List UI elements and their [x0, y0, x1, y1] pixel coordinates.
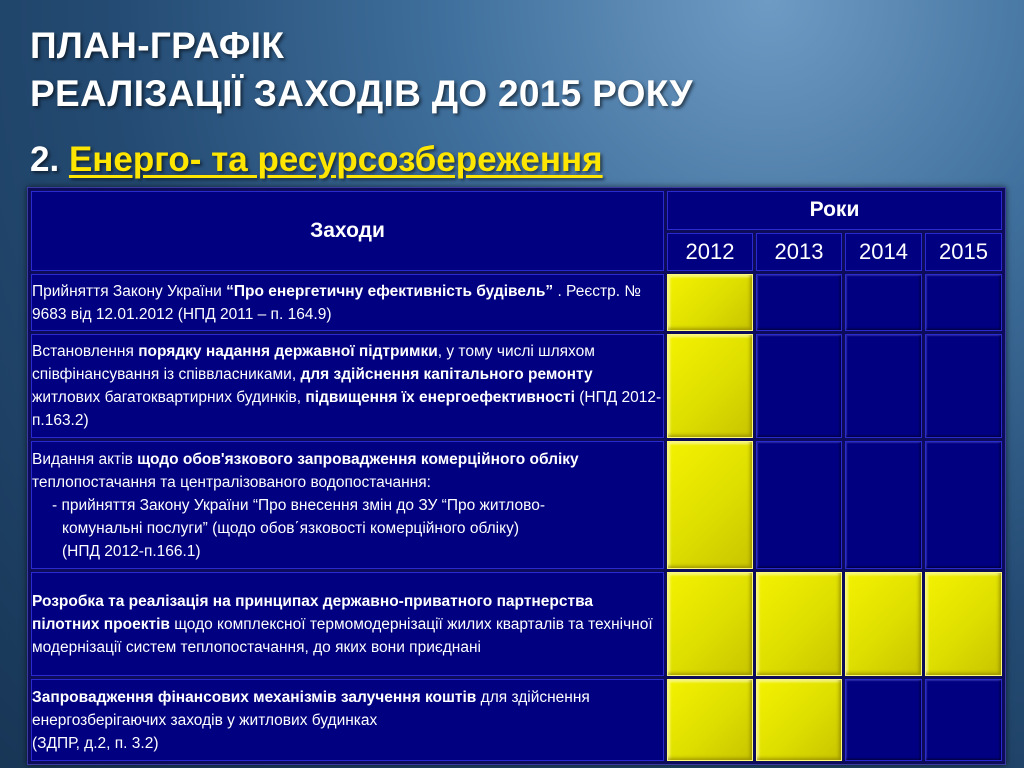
- measure-text: для здійснення енергозберігаючих заходів у житлових будинках: [32, 688, 590, 729]
- measure-text: Прийняття Закону України: [32, 282, 227, 300]
- year-cell-2012: [667, 274, 753, 331]
- measure-text: теплопостачання та централізованого водопостачання:: [32, 473, 431, 491]
- year-cell-2012: [667, 334, 753, 438]
- year-cell-2015: [925, 441, 1002, 569]
- year-cell-2015: [925, 679, 1002, 761]
- slide-title: [30, 22, 693, 118]
- measure-text-bold: для здійснення капітального ремонту: [300, 366, 593, 383]
- year-header-2013: 2013: [756, 233, 842, 272]
- measure-description: [31, 274, 664, 331]
- measure-text: Видання актів: [32, 450, 138, 468]
- header-measures: Заходи: [31, 191, 664, 271]
- title-line-2: РЕАЛІЗАЦІЇ ЗАХОДІВ ДО 2015 РОКУ: [30, 73, 693, 114]
- measure-text-bold: щодо обов'язкового запровадження комерційного обліку: [137, 450, 579, 468]
- measure-text: житлових багатоквартирних будинків,: [32, 389, 306, 406]
- header-years: Роки: [667, 191, 1002, 230]
- measure-text: , у тому числі шляхом співфінансування із співвласниками,: [32, 343, 595, 383]
- year-cell-2014: [845, 334, 922, 438]
- year-cell-2015: [925, 274, 1002, 331]
- year-cell-2013: [756, 334, 842, 438]
- year-cell-2015: [925, 334, 1002, 438]
- section-number: 2.: [30, 140, 60, 179]
- measure-text: Встановлення: [32, 343, 139, 360]
- table-row: [31, 572, 1002, 676]
- title-line-1: ПЛАН-ГРАФІК: [30, 25, 285, 66]
- measure-text: . Реєстр. № 9683 від 12.01.2012 (НПД 2011 – п. 164.9): [32, 282, 641, 323]
- measure-text: (ЗДПР, д.2, п. 3.2): [32, 734, 159, 752]
- year-cell-2013: [756, 274, 842, 331]
- year-cell-2014: [845, 679, 922, 761]
- measure-subitem: (НПД 2012-п.166.1): [62, 542, 201, 560]
- measure-description: [31, 679, 664, 761]
- table-row: [31, 679, 1002, 761]
- section-heading: [30, 138, 603, 182]
- table-row: [31, 274, 1002, 331]
- table-header-row: [31, 191, 1002, 230]
- year-header-2014: 2014: [845, 233, 922, 272]
- year-cell-2012: [667, 572, 753, 676]
- measure-text-bold: порядку надання державної підтримки: [138, 343, 438, 360]
- measure-subitem: комунальні послуги” (щодо обов΄язковості комерційного обліку): [62, 519, 519, 537]
- measure-text: (НПД 2012-п.163.2): [32, 389, 662, 429]
- measure-text: щодо комплексної термомодернізації жилих кварталів та технічної модернізації систем теплопостачання, до яких вони приєднані: [32, 615, 653, 656]
- year-cell-2014: [845, 441, 922, 569]
- year-cell-2012: [667, 679, 753, 761]
- measure-description: [31, 334, 664, 438]
- measure-subitem: - прийняття Закону України “Про внесення змін до ЗУ “Про житлово-: [52, 496, 545, 514]
- measure-text-bold: підвищення їх енергоефективності: [305, 389, 575, 406]
- year-cell-2013: [756, 679, 842, 761]
- year-cell-2015: [925, 572, 1002, 676]
- year-header-2015: 2015: [925, 233, 1002, 272]
- measure-text-bold: Запровадження фінансових механізмів залучення коштів: [32, 688, 477, 706]
- section-title: Енерго- та ресурсозбереження: [68, 140, 603, 179]
- year-cell-2013: [756, 572, 842, 676]
- measure-text-bold: Розробка та реалізація на принципах державно-приватного партнерства пілотних проектів: [32, 592, 594, 633]
- measure-description: [31, 572, 664, 676]
- measure-description: [31, 441, 664, 569]
- measure-text-bold: “Про енергетичну ефективність будівель”: [226, 282, 554, 300]
- year-cell-2014: [845, 274, 922, 331]
- year-cell-2014: [845, 572, 922, 676]
- table-row: [31, 334, 1002, 438]
- year-header-2012: 2012: [667, 233, 753, 272]
- year-cell-2013: [756, 441, 842, 569]
- year-cell-2012: [667, 441, 753, 569]
- table-row: [31, 441, 1002, 569]
- schedule-table: [27, 187, 1006, 765]
